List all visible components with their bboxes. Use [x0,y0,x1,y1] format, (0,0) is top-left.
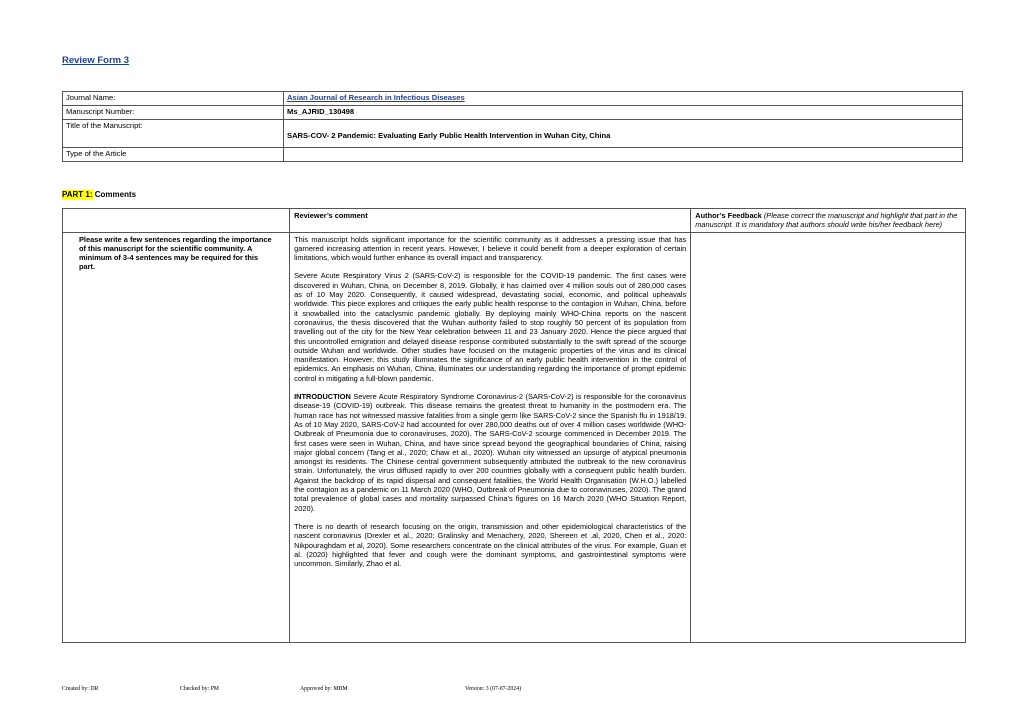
comment-paragraph-2: Severe Acute Respiratory Virus 2 (SARS-CoV-2) is responsible for the COVID-19 pandemic. The first cases were discovered in Wuhan, China, on December 8, 2019. Globally, it has claimed over 4 million souls out of 280,000 cases as of 10 May 2020. Consequently, it caused widespread, devastating social, economic, and political upheavals worldwide. This piece explores and critiques the early public health response to the contagion in Wuhan, China, before it snowballed into the cataclysmic pandemic globally. By deploying mainly WHO-China reports on the nascent coronavirus, the thesis discovered that the Wuhan authority failed to stop roughly 50 percent of its population from travelling out of the city for the New Year celebration between 11 and 23 January 2020. Hence the piece argued that this uncontrolled emigration and delayed disease response contributed substantially to the swift spread of the scourge outside Wuhan and worldwide. Other studies have focused on the mutagenic properties of the virus and its clinical manifestation. However, this study illuminates the significance of an early public health intervention in the control of epidemics. An emphasis on Wuhan, China, illuminates our understanding regarding the importance of prompt epidemic control in mitigating a full-blown pandemic. [294,271,687,383]
manuscript-title-label: Title of the Manuscript: [63,120,284,148]
reviewer-comment-body [294,235,686,640]
part-label: Comments [92,190,137,199]
form-title: Review Form 3 [62,55,130,66]
question-text: Please write a few sentences regarding the importance of this manuscript for the scientific community. A minimum of 3-4 sentences may be required for this part. [79,234,272,272]
comment-paragraph-1: This manuscript holds significant importance for the scientific community as it addresses a pressing issue that has garnered increasing attention in recent years. However, I believe it could benefit from a deeper exploration of certain limitations, which would further enhance its overall impact and transparency. [294,234,687,263]
author-feedback-cell[interactable] [691,232,966,642]
manuscript-number-label: Manuscript Number: [63,106,284,120]
author-feedback-header-title: Author’s Feedback [695,211,762,220]
article-type-label: Type of the Article [63,148,284,162]
journal-name-value [284,92,963,106]
author-feedback-header [691,209,966,233]
part-number: PART 1: [62,190,93,199]
comment-paragraph-3 [294,392,686,513]
footer-version: Version: 3 (07-07-2024) [465,686,522,692]
introduction-heading: INTRODUCTION [294,392,351,402]
review-table [62,208,966,643]
footer-created-by: Created by: DR [62,686,99,692]
author-feedback-header-note: (Please correct the manuscript and highlight that part in the manuscript. It is mandatory that authors should write his/her feedback here) [695,211,958,230]
footer-approved-by: Approved by: MBM [300,686,348,692]
introduction-text: Severe Acute Respiratory Syndrome Coronavirus-2 (SARS-CoV-2) is responsible for the coronavirus disease-19 (COVID-19) outbreak. This disease remains the greatest threat to humanity in the postmodern era. The human race has not witnessed massive fatalities from a single germ like SARS-CoV-2 since the Spanish flu in 1918/19. As of 10 May 2020, SARS-CoV-2 had accounted for over 280,000 deaths out of over 4 million cases worldwide (WHO-Outbreak of Pneumonia due to coronaviruses, 2020). The SARS-CoV-2 scourge commenced in December 2019. The first cases were seen in Wuhan, China, and have since spread beyond the geographical boundaries of China, raising major global concern (Tang et al., 2020; Chaw et al., 2020). Wuhan city witnessed an upsurge of atypical pneumonia amongst its residents. The Chinese central government subsequently attributed the outbreak to the new coronavirus strain. Unfortunately, the virus diffused rapidly to over 200 countries globally with a consequent public health burden. Against the backdrop of its rapid dispersal and consequent fatalities, the World Health Organisation (W.H.O.) labelled the contagion as a pandemic on 11 March 2020 (WHO, Outbreak of Pneumonia due to coronaviruses, 2020). The grand total prevalence of global cases and mortality surpassed China’s figures on 16 March 2020 (WHO Situation Report, 2020). [294,392,687,513]
manuscript-title-cell [284,120,963,148]
comment-paragraph-4: There is no dearth of research focusing on the origin, transmission and other epidemiological characteristics of the nascent coronavirus (Drexler et al., 2020: Gralinsky and Menachery, 2020, Shereen et .al, 2020, Chen et al., 2020: Nikpouraghdam et al, 2020). Some researchers concentrate on the clinical attributes of the virus. For example, Guan et al. (2020) highlighted that fever and cough were the dominant symptoms, and gastrointestinal symptoms were uncommon. Similarly, Zhao et al. [294,521,687,569]
manuscript-info-table [62,91,963,162]
article-type-value [284,148,963,162]
manuscript-number-value: Ms_AJRID_130498 [284,106,963,120]
question-cell [63,232,290,642]
footer-checked-by: Checked by: PM [180,686,219,692]
header-empty-cell [63,209,290,233]
journal-name-label: Journal Name: [63,92,284,106]
part-heading [62,190,136,199]
reviewer-comment-cell [290,232,691,642]
journal-name-link[interactable]: Asian Journal of Research in Infectious Diseases [287,93,465,102]
reviewer-comment-header: Reviewer’s comment [290,209,691,233]
manuscript-title-value: SARS-COV- 2 Pandemic: Evaluating Early Public Health Intervention in Wuhan City, China [287,131,611,140]
